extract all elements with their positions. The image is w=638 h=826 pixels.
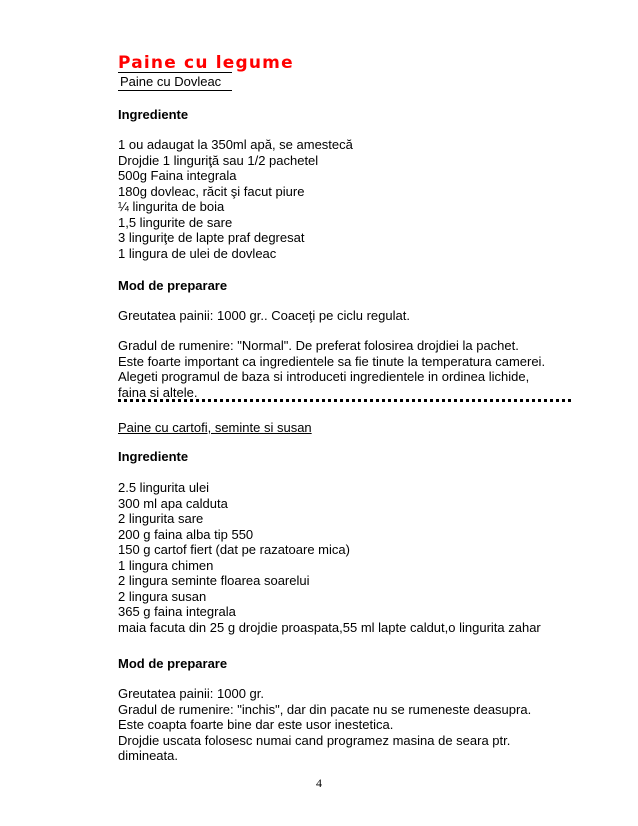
recipe2-method-lines	[118, 686, 531, 764]
recipe1-method-heading: Mod de preparare	[118, 278, 228, 293]
text-line: Drojdie uscata folosesc numai cand programez masina de seara ptr.	[118, 732, 511, 748]
text-line: Alegeti programul de baza si introduceti ingredientele in ordinea lichide,	[118, 369, 530, 384]
recipe2-method-heading: Mod de preparare	[118, 656, 228, 671]
text-line: 2 lingura susan	[118, 588, 207, 604]
text-line: 2 lingurita sare	[118, 511, 204, 526]
text-line: Este coapta foarte bine dar este usor inestetica.	[118, 717, 394, 732]
text-line: 1,5 lingurite de sare	[118, 214, 233, 230]
section-divider	[118, 399, 571, 402]
text-line: 500g Faina integrala	[118, 168, 237, 183]
text-line: Gradul de rumenire: "inchis", dar din pacate nu se rumeneste deasupra.	[118, 701, 532, 717]
recipe1-method-para1: Greutatea painii: 1000 gr.. Coaceţi pe ciclu regulat.	[118, 308, 410, 323]
recipe1-ingredients-list	[118, 137, 353, 261]
text-line: 2 lingura seminte floarea soarelui	[118, 573, 310, 588]
text-line: 365 g faina integrala	[118, 604, 236, 619]
recipe1-ingredients-heading: Ingrediente	[118, 107, 189, 122]
text-line: Este foarte important ca ingredientele sa fie tinute la temperatura camerei.	[118, 353, 546, 369]
text-line: 150 g cartof fiert (dat pe razatoare mica)	[118, 542, 350, 557]
page-number: 4	[316, 776, 322, 790]
recipe1-name: Paine cu Dovleac	[118, 72, 232, 91]
text-line: 300 ml apa calduta	[118, 495, 228, 511]
text-line: Drojdie 1 linguriţă sau 1/2 pachetel	[118, 152, 319, 168]
text-line: 1 lingura chimen	[118, 557, 214, 573]
recipe2-ingredients-heading: Ingrediente	[118, 449, 189, 464]
text-line: dimineata.	[118, 748, 178, 763]
text-line: maia facuta din 25 g drojdie proaspata,55 ml lapte caldut,o lingurita zahar	[118, 619, 541, 635]
text-line: 200 g faina alba tip 550	[118, 526, 254, 542]
recipe2-ingredients-list	[118, 480, 541, 635]
text-line: Gradul de rumenire: "Normal". De preferat folosirea drojdiei la pachet.	[118, 338, 519, 353]
recipe2-name: Paine cu cartofi, seminte si susan	[118, 420, 312, 435]
text-line: 180g dovleac, răcit şi facut piure	[118, 183, 305, 199]
text-line: faina si altele.	[118, 384, 198, 400]
text-line: Greutatea painii: 1000 gr.	[118, 686, 264, 701]
recipe1-method-para2	[118, 338, 545, 400]
text-line: ¼ lingurita de boia	[118, 199, 225, 214]
document-title: Paine cu legume	[118, 53, 294, 73]
text-line: 1 ou adaugat la 350ml apă, se amestecă	[118, 137, 353, 152]
text-line: 1 lingura de ulei de dovleac	[118, 245, 277, 261]
text-line: 2.5 lingurita ulei	[118, 480, 210, 495]
text-line: 3 linguriţe de lapte praf degresat	[118, 230, 305, 245]
